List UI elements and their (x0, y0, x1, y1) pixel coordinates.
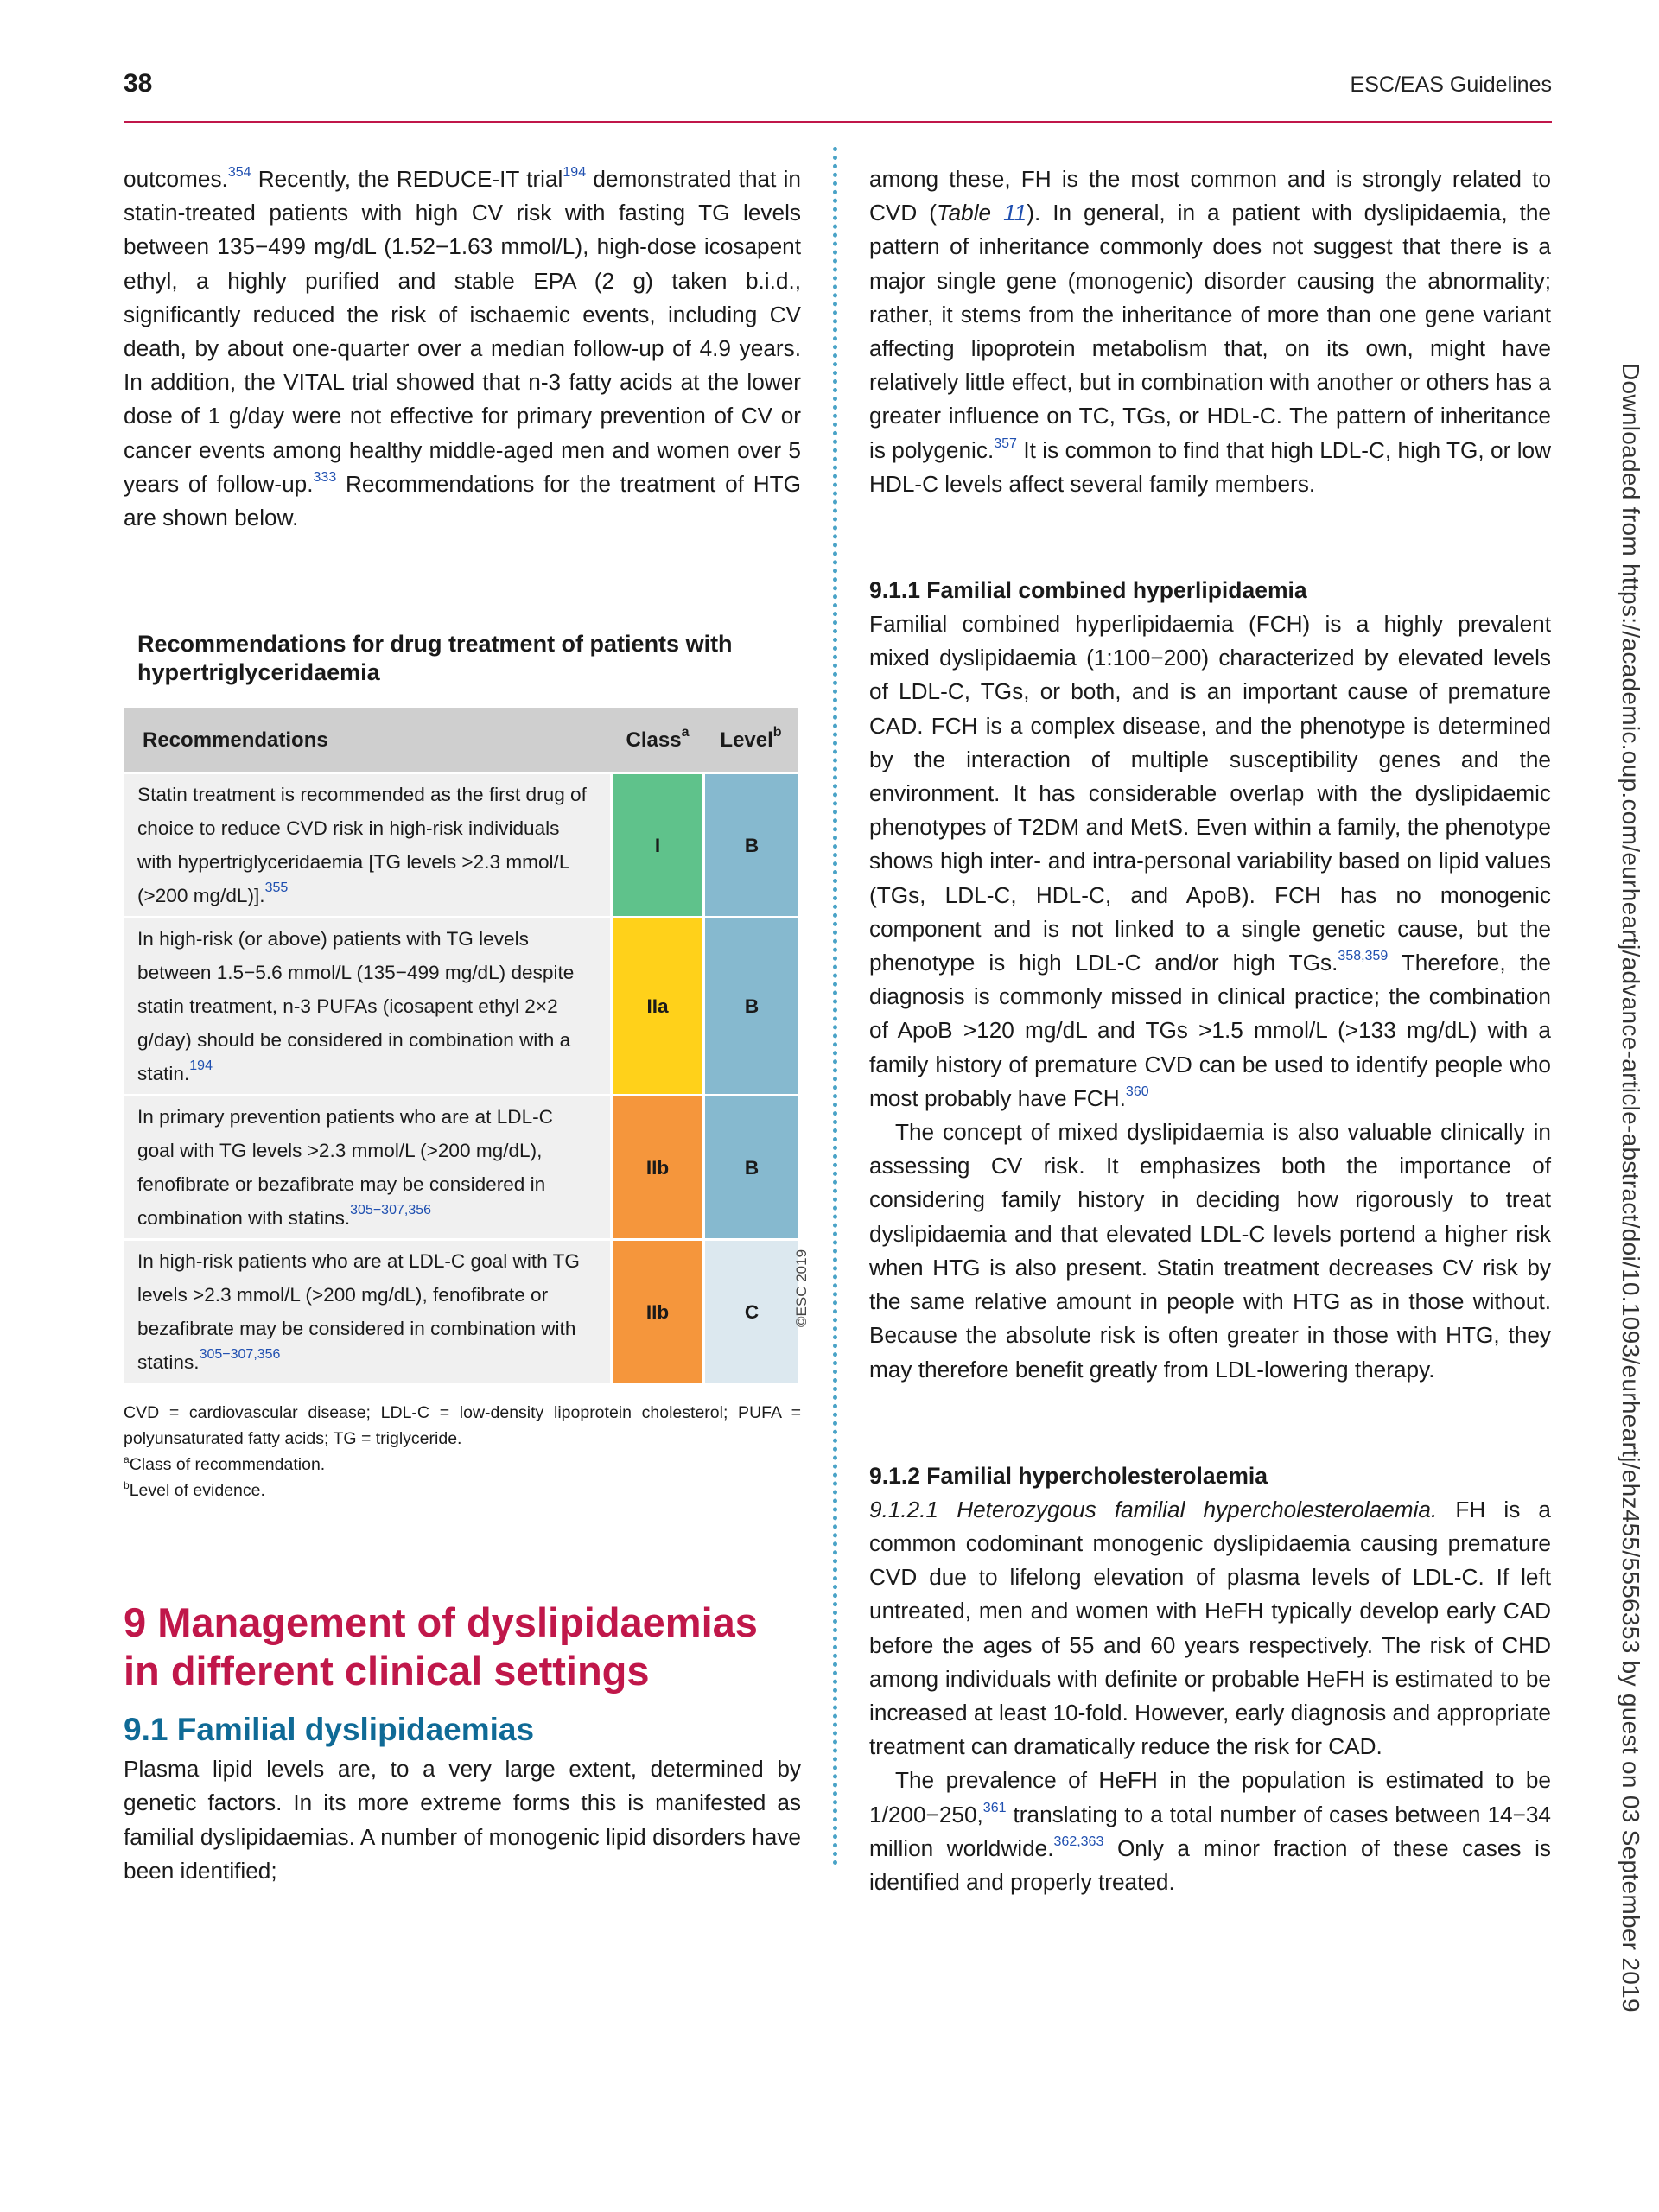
recommendation-text: In primary prevention patients who are at LDL-C goal with TG levels >2.3 mmol/L (>200 mg/dL), fenofibrate or bezafibrate may be considered in combination with statins.$^{305-307,356}$ (124, 1096, 612, 1240)
page-number: 38 (124, 69, 153, 98)
table-footnotes (124, 1400, 801, 1503)
citation[interactable]: 360 (1125, 1084, 1149, 1099)
recommendations-table (124, 708, 798, 1382)
level-cell: C (703, 1240, 798, 1383)
column-header-class: Class$^a$ (612, 708, 703, 773)
citation[interactable]: 194 (189, 1058, 213, 1074)
citation[interactable]: 361 (982, 1800, 1007, 1815)
level-cell: B (703, 918, 798, 1096)
table-row (124, 1240, 798, 1383)
paragraph-familial-intro: Plasma lipid levels are, to a very large extent, determined by genetic factors. In its more extreme forms this is manifested as familial dyslipidaemias. A number of monogenic lipid disorders have been identified; (124, 1756, 801, 1884)
level-cell: B (703, 773, 798, 918)
citation[interactable]: 355 (264, 880, 289, 896)
citation[interactable]: 194 (563, 165, 587, 180)
class-cell: I (612, 773, 703, 918)
subsection-heading-911: 9.1.1 Familial combined hyperlipidaemia (869, 577, 1307, 604)
column-header-level: Level$^b$ (703, 708, 798, 773)
citation[interactable]: 357 (994, 435, 1017, 451)
table-reference-link[interactable]: Table 11 (936, 200, 1027, 226)
section-heading: 9 Management of dyslipidaemias in different clinical settings (124, 1599, 758, 1694)
header-rule (124, 121, 1552, 123)
class-cell: IIa (612, 918, 703, 1096)
footnote-b: $^b$Level of evidence. (124, 1479, 265, 1501)
citation[interactable]: 333 (313, 469, 337, 485)
running-title: ESC/EAS Guidelines (1350, 73, 1552, 97)
footnote-a: $^a$Class of recommendation. (124, 1453, 326, 1475)
column-header-recommendations: Recommendations (124, 708, 612, 773)
abbreviations-note: CVD = cardiovascular disease; LDL-C = low-density lipoprotein cholesterol; PUFA = polyunsaturated fatty acids; TG = triglyceride. (124, 1403, 801, 1449)
class-cell: IIb (612, 1096, 703, 1240)
copyright-label: ©ESC 2019 (793, 1249, 810, 1327)
left-column (124, 162, 801, 1888)
paragraph-mixed-dyslipidaemia: The concept of mixed dyslipidaemia is also valuable clinically in assessing CV risk. It emphasizes both the importance of considering family history in deciding how rigorously to treat dyslipidaemia and that elevated LDL-C levels portend a higher risk when HTG is also present. Statin treatment decreases CV risk by the same relative amount in people with HTG as in those without. Because the absolute risk is often greater in those with HTG, they may therefore benefit greatly from LDL-lowering therapy. (869, 1119, 1551, 1382)
download-watermark: Downloaded from https://academic.oup.com/eurheartj/advance-article-abstract/doi/10.1093/eurheartj/ehz455/5556353 by guest on 03 September 2019 (1618, 363, 1644, 2012)
citation[interactable]: 305−307,356 (199, 1347, 281, 1363)
table-row (124, 918, 798, 1096)
paragraph-hefh: 9.1.2.1 Heterozygous familial hypercholesterolaemia. FH is a common codominant monogenic dyslipidaemia causing premature CVD due to lifelong elevation of plasma levels of LDL-C. If left untreated, men and women with HeFH typically develop early CAD before the ages of 55 and 60 years respectively. The risk of CHD among individuals with definite or probable HeFH is estimated to be increased at least 10-fold. However, early diagnosis and appropriate treatment can dramatically reduce the risk for CAD. (869, 1496, 1552, 1760)
paragraph-inheritance: among these, FH is the most common and is strongly related to CVD (Table 11). In general, in a patient with dyslipidaemia, the pattern of inheritance commonly does not suggest that there is a major single gene (monogenic) disorder causing the abnormality; rather, it stems from the inheritance of more than one gene variant affecting lipoprotein metabolism that, on its own, might have relatively little effect, but in combination with another or others has a greater influence on TC, TGs, or HDL-C. The pattern of inheritance is polygenic.$^{357}$ It is common to find that high LDL-C, high TG, or low HDL-C levels affect several family members. (869, 166, 1551, 497)
right-column (869, 162, 1551, 1899)
level-cell: B (703, 1096, 798, 1240)
recommendation-text: In high-risk patients who are at LDL-C goal with TG levels >2.3 mmol/L (>200 mg/dL), fenofibrate or bezafibrate may be considered in combination with statins.$^{305-307,356}$ (124, 1240, 612, 1383)
citation[interactable]: 354 (227, 165, 251, 180)
citation[interactable]: 305−307,356 (350, 1203, 432, 1218)
paragraph-reduce-it: outcomes.$^{354}$ Recently, the REDUCE-IT trial$^{194}$ demonstrated that in statin-treated patients with high CV risk with fasting TG levels between 135−499 mg/dL (1.52−1.63 mmol/L), high-dose icosapent ethyl, a highly purified and stable EPA (2 g) taken b.i.d., significantly reduced the risk of ischaemic events, including CV death, by about one-quarter over a median follow-up of 4.9 years. In addition, the VITAL trial showed that n-3 fatty acids at the lower dose of 1 g/day were not effective for primary prevention of CV or cancer events among healthy middle-aged men and women over 5 years of follow-up.$^{333}$ Recommendations for the treatment of HTG are shown below. (124, 165, 801, 531)
recommendations-title: Recommendations for drug treatment of patients with hypertriglyceridaemia (137, 631, 733, 686)
recommendation-text: Statin treatment is recommended as the first drug of choice to reduce CVD risk in high-risk individuals with hypertriglyceridaemia [TG levels >2.3 mmol/L (>200 mg/dL)].$^{355}$ (124, 773, 612, 918)
class-cell: IIb (612, 1240, 703, 1383)
table-row (124, 773, 798, 918)
subsection-heading-912: 9.1.2 Familial hypercholesterolaemia (869, 1462, 1268, 1489)
column-divider (833, 147, 837, 1866)
citation[interactable]: 362,363 (1053, 1834, 1104, 1849)
paragraph-prevalence: The prevalence of HeFH in the population is estimated to be 1/200−250,$^{361}$ translating to a total number of cases between 14−34 million worldwide.$^{362,363}$ Only a minor fraction of these cases is identified and properly treated. (869, 1767, 1551, 1895)
recommendation-text: In high-risk (or above) patients with TG levels between 1.5−5.6 mmol/L (135−499 mg/dL) despite statin treatment, n-3 PUFAs (icosapent ethyl 2×2 g/day) should be considered in combination with a statin.$^{194}$ (124, 918, 612, 1096)
table-row (124, 1096, 798, 1240)
citation[interactable]: 358,359 (1338, 949, 1389, 964)
paragraph-fch: Familial combined hyperlipidaemia (FCH) is a highly prevalent mixed dyslipidaemia (1:100−200) characterized by elevated levels of LDL-C, TGs, or both, and is an important cause of premature CAD. FCH is a complex disease, and the phenotype is determined by the interaction of multiple susceptibility genes and the environment. It has considerable overlap with the dyslipidaemic phenotypes of T2DM and MetS. Even within a family, the phenotype shows high inter- and intra-personal variability based on lipid values (TGs, LDL-C, HDL-C, and ApoB). FCH has no monogenic component and is not linked to a single genetic cause, but the phenotype is high LDL-C and/or high TGs.$^{358,359}$ Therefore, the diagnosis is commonly missed in clinical practice; the combination of ApoB >120 mg/dL and TGs >1.5 mmol/L (>133 mg/dL) with a family history of premature CVD can be used to identify people who most probably have FCH.$^{360}$ (869, 611, 1551, 1111)
subsection-heading: 9.1 Familial dyslipidaemias (124, 1712, 535, 1748)
